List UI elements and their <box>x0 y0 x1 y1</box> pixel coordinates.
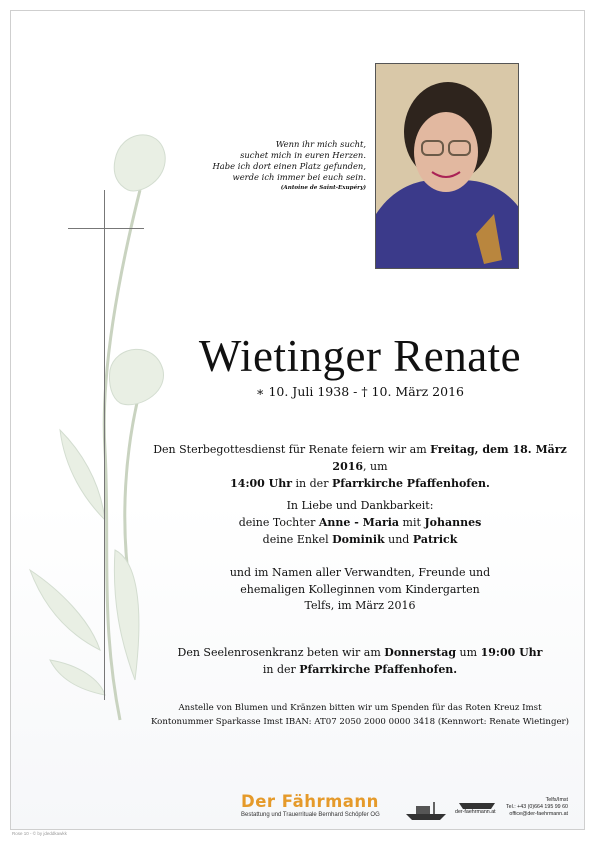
rosary-text: um <box>456 646 481 659</box>
relatives-line: ehemaligen Kolleginnen vom Kindergarten <box>240 583 480 596</box>
grandchildren-pre: deine Enkel <box>262 533 333 546</box>
service-text: , um <box>363 460 388 473</box>
daughter-partner: Johannes <box>424 516 482 529</box>
website-link[interactable]: der-faehrmann.at <box>455 809 496 815</box>
rosary-church: Pfarrkirche Pfaffenhofen. <box>299 663 458 676</box>
contact-phone[interactable]: Tel.: +43 (0)664 195 99 60 <box>506 804 568 810</box>
service-church: Pfarrkirche Pfaffenhofen. <box>331 477 490 490</box>
poem-line: werde ich immer bei euch sein. <box>232 172 366 182</box>
daughter-pre: deine Tochter <box>238 516 319 529</box>
poem-author: (Antoine de Saint-Exupéry) <box>280 185 366 191</box>
place-date: Telfs, im März 2016 <box>304 599 416 612</box>
relatives-line: und im Namen aller Verwandten, Freunde und <box>229 566 491 579</box>
cross-horizontal <box>68 228 144 229</box>
deceased-name: Wietinger Renate <box>198 331 522 381</box>
rosary-announcement <box>150 644 570 678</box>
ferry-boat-icon <box>404 800 448 822</box>
cross-vertical <box>104 190 105 700</box>
service-time: 14:00 Uhr <box>230 477 293 490</box>
service-announcement <box>150 441 570 492</box>
service-text: Den Sterbegottesdienst für Renate feiern wir am <box>153 443 431 456</box>
donation-note <box>150 701 570 729</box>
funeral-home-logo <box>241 792 380 818</box>
donation-bank: Kontonummer Sparkasse Imst IBAN: AT07 2050 2000 0000 3418 (Kennwort: Renate Wietinger) <box>150 717 570 727</box>
poem <box>180 139 366 194</box>
contact-email[interactable]: office@der-faehrmann.at <box>509 811 568 817</box>
logo-text: Der Fährmann <box>241 792 379 811</box>
grandchild-name: Dominik <box>332 533 385 546</box>
life-dates: ∗ 10. Juli 1938 - † 10. März 2016 <box>255 384 464 399</box>
rosary-time: 19:00 Uhr <box>480 646 543 659</box>
rosary-text: in der <box>262 663 300 676</box>
service-date: Freitag, dem 18. März 2016 <box>332 443 567 473</box>
contact-info <box>498 797 568 818</box>
logo-subtitle: Bestattung und Trauerrituale Bernhard Schöpfer OG <box>241 812 380 818</box>
rosary-text: Den Seelenrosenkranz beten wir am <box>177 646 385 659</box>
portrait-photo <box>375 63 519 269</box>
grandchild-name: Patrick <box>412 533 458 546</box>
poem-line: suchet mich in euren Herzen. <box>240 150 366 160</box>
daughter-mid: mit <box>399 516 425 529</box>
grandchildren-line <box>150 531 570 548</box>
donation-line: Anstelle von Blumen und Kränzen bitten wir um Spenden für das Roten Kreuz Imst <box>178 703 542 713</box>
rosary-day: Donnerstag <box>384 646 457 659</box>
daughter-line <box>150 514 570 531</box>
poem-line: Habe ich dort einen Platz gefunden, <box>212 161 366 171</box>
service-text: in der <box>292 477 332 490</box>
copyright-note: Rose 10 - © by jdeddkawkk <box>12 831 67 836</box>
mourners-block <box>150 497 570 598</box>
daughter-name: Anne - Maria <box>318 516 400 529</box>
poem-line: Wenn ihr mich sucht, <box>275 139 366 149</box>
grandchildren-mid: und <box>384 533 413 546</box>
contact-location: Telfs/Imst <box>545 797 568 803</box>
mourners-intro: In Liebe und Dankbarkeit: <box>286 499 434 512</box>
